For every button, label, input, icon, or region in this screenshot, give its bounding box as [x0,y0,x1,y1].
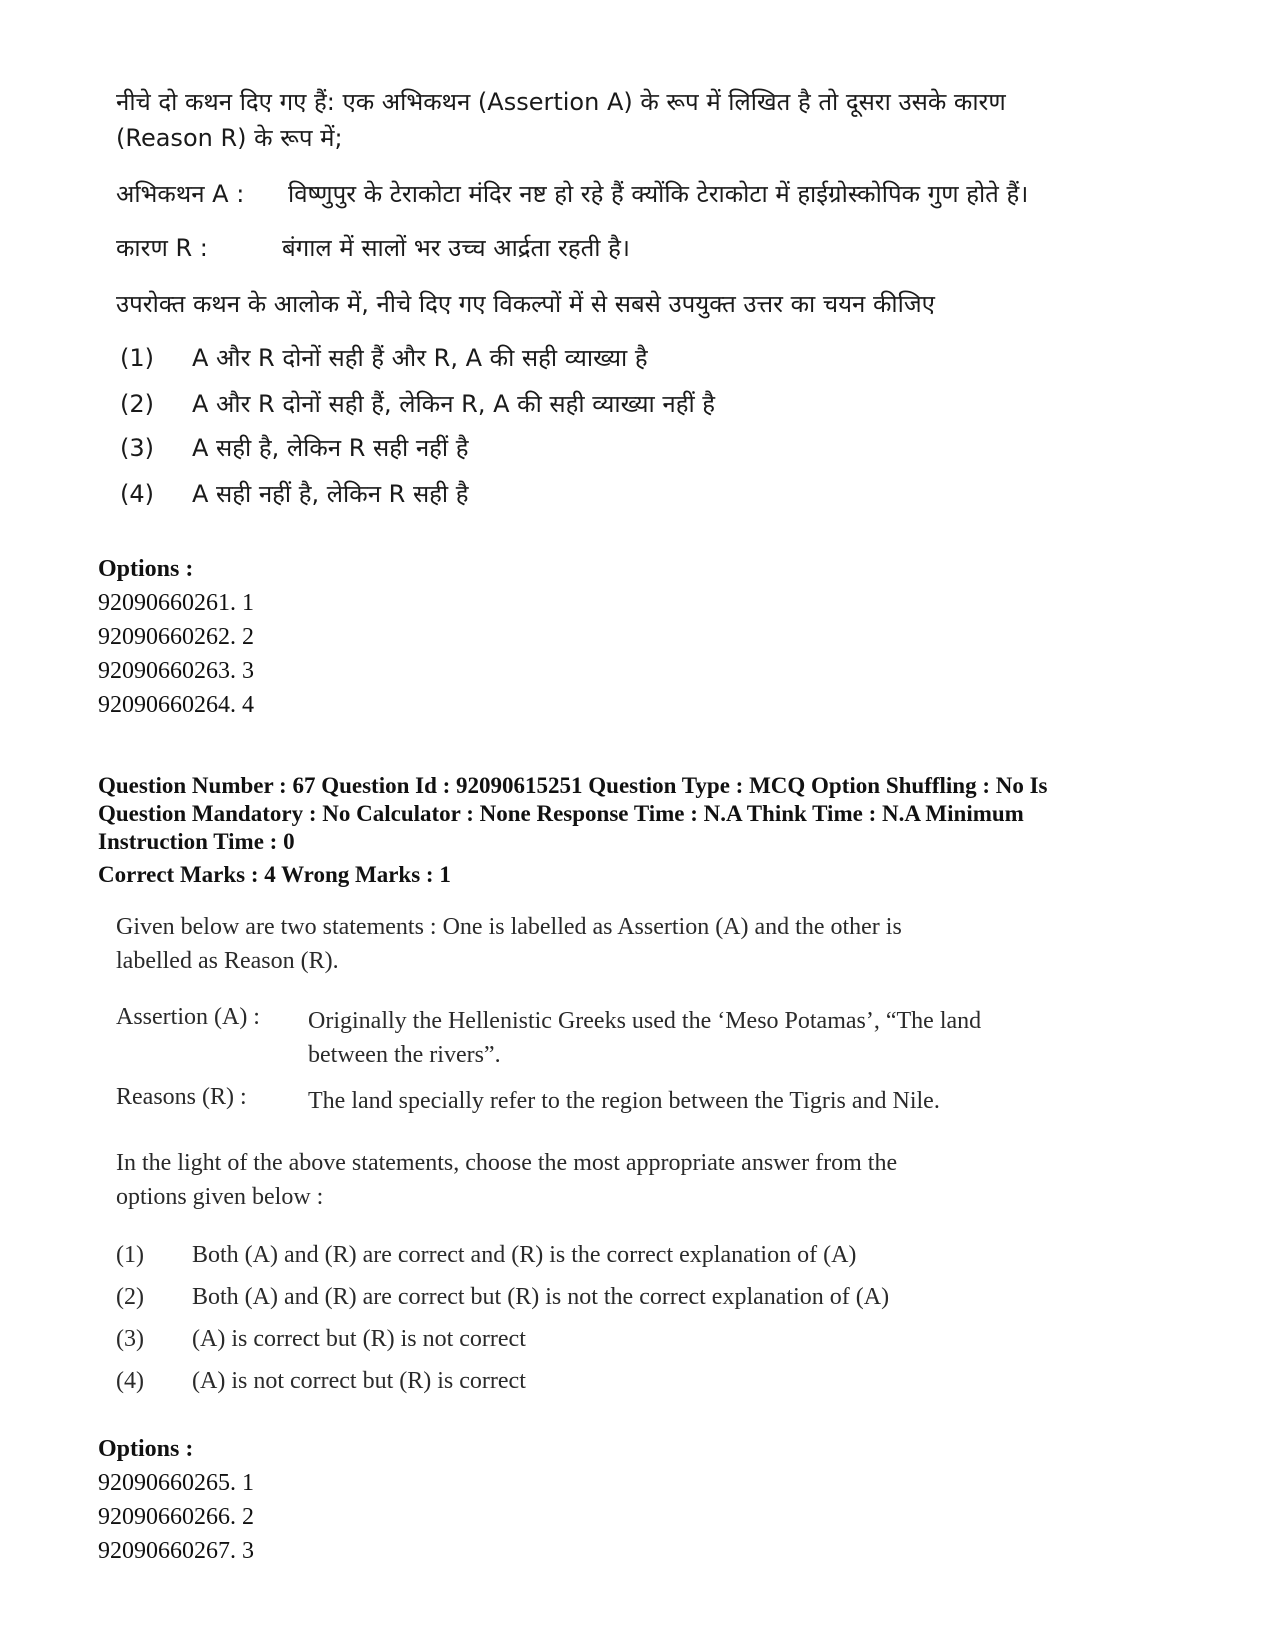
options-list-1 [98,552,254,722]
option-id-item: 92090660265. 1 [98,1470,254,1496]
question-meta [98,772,1158,856]
english-assertion-text [308,1004,1108,1072]
option-id-item: 92090660263. 3 [98,658,254,684]
option-id-item: 92090660266. 2 [98,1504,254,1530]
option-text: Both (A) and (R) are correct and (R) is the correct explanation of (A) [192,1242,857,1268]
hindi-intro-line-1: नीचे दो कथन दिए गए हैं: एक अभिकथन (Assertion A) के रूप में लिखित है तो दूसरा उसके कारण [116,88,1006,116]
english-instruction [116,1146,1112,1214]
hindi-intro-line-2: (Reason R) के रूप में; [116,124,343,152]
options-heading: Options : [98,556,194,582]
hindi-assertion-text: विष्णुपुर के टेराकोटा मंदिर नष्ट हो रहे हैं क्योंकि टेराकोटा में हाईग्रोस्कोपिक गुण होते हैं। [288,180,1029,208]
hindi-reason-label: कारण R : [116,234,208,262]
english-intro-line-2: labelled as Reason (R). [116,948,339,974]
english-reason-label: Reasons (R) : [116,1084,247,1110]
hindi-question-block [0,0,1275,530]
english-instruction-line-1: In the light of the above statements, choose the most appropriate answer from the [116,1150,898,1176]
english-assertion-line-1: Originally the Hellenistic Greeks used the ‘Meso Potamas’, “The land [308,1008,982,1034]
english-instruction-line-2: options given below : [116,1184,324,1210]
option-number: (3) [120,434,154,462]
english-assertion-label: Assertion (A) : [116,1004,260,1030]
option-id-item: 92090660267. 3 [98,1538,254,1564]
options-list-2 [98,1432,254,1568]
question-marks: Correct Marks : 4 Wrong Marks : 1 [98,862,451,887]
option-id-item: 92090660262. 2 [98,624,254,650]
english-intro-line-1: Given below are two statements : One is labelled as Assertion (A) and the other is [116,914,902,940]
option-number: (1) [116,1242,144,1268]
option-text: (A) is correct but (R) is not correct [192,1326,526,1352]
english-assertion-line-2: between the rivers”. [308,1042,501,1068]
hindi-instruction: उपरोक्त कथन के आलोक में, नीचे दिए गए विकल्पों में से सबसे उपयुक्त उत्तर का चयन कीजिए [116,290,935,318]
question-meta-line-1: Question Number : 67 Question Id : 92090615251 Question Type : MCQ Option Shuffling : No Is [98,773,1048,798]
hindi-assertion-label: अभिकथन A : [116,180,245,208]
option-text: (A) is not correct but (R) is correct [192,1368,526,1394]
option-id-item: 92090660261. 1 [98,590,254,616]
options-heading: Options : [98,1436,194,1462]
option-number: (4) [120,480,154,508]
question-meta-line-3: Instruction Time : 0 [98,829,295,854]
option-text: A और R दोनों सही हैं और R, A की सही व्याख्या है [192,344,648,372]
option-text: A सही नहीं है, लेकिन R सही है [192,480,469,508]
option-text: A और R दोनों सही हैं, लेकिन R, A की सही व्याख्या नहीं है [192,390,716,418]
english-reason-text: The land specially refer to the region between the Tigris and Nile. [308,1088,940,1114]
question-meta-line-2: Question Mandatory : No Calculator : None Response Time : N.A Think Time : N.A Minimum [98,801,1024,826]
option-number: (1) [120,344,154,372]
option-number: (2) [116,1284,144,1310]
option-number: (4) [116,1368,144,1394]
option-text: A सही है, लेकिन R सही नहीं है [192,434,469,462]
option-id-item: 92090660264. 4 [98,692,254,718]
option-text: Both (A) and (R) are correct but (R) is not the correct explanation of (A) [192,1284,890,1310]
option-number: (3) [116,1326,144,1352]
english-intro [116,910,1112,978]
hindi-reason-text: बंगाल में सालों भर उच्च आर्द्रता रहती है। [282,234,630,262]
option-number: (2) [120,390,154,418]
